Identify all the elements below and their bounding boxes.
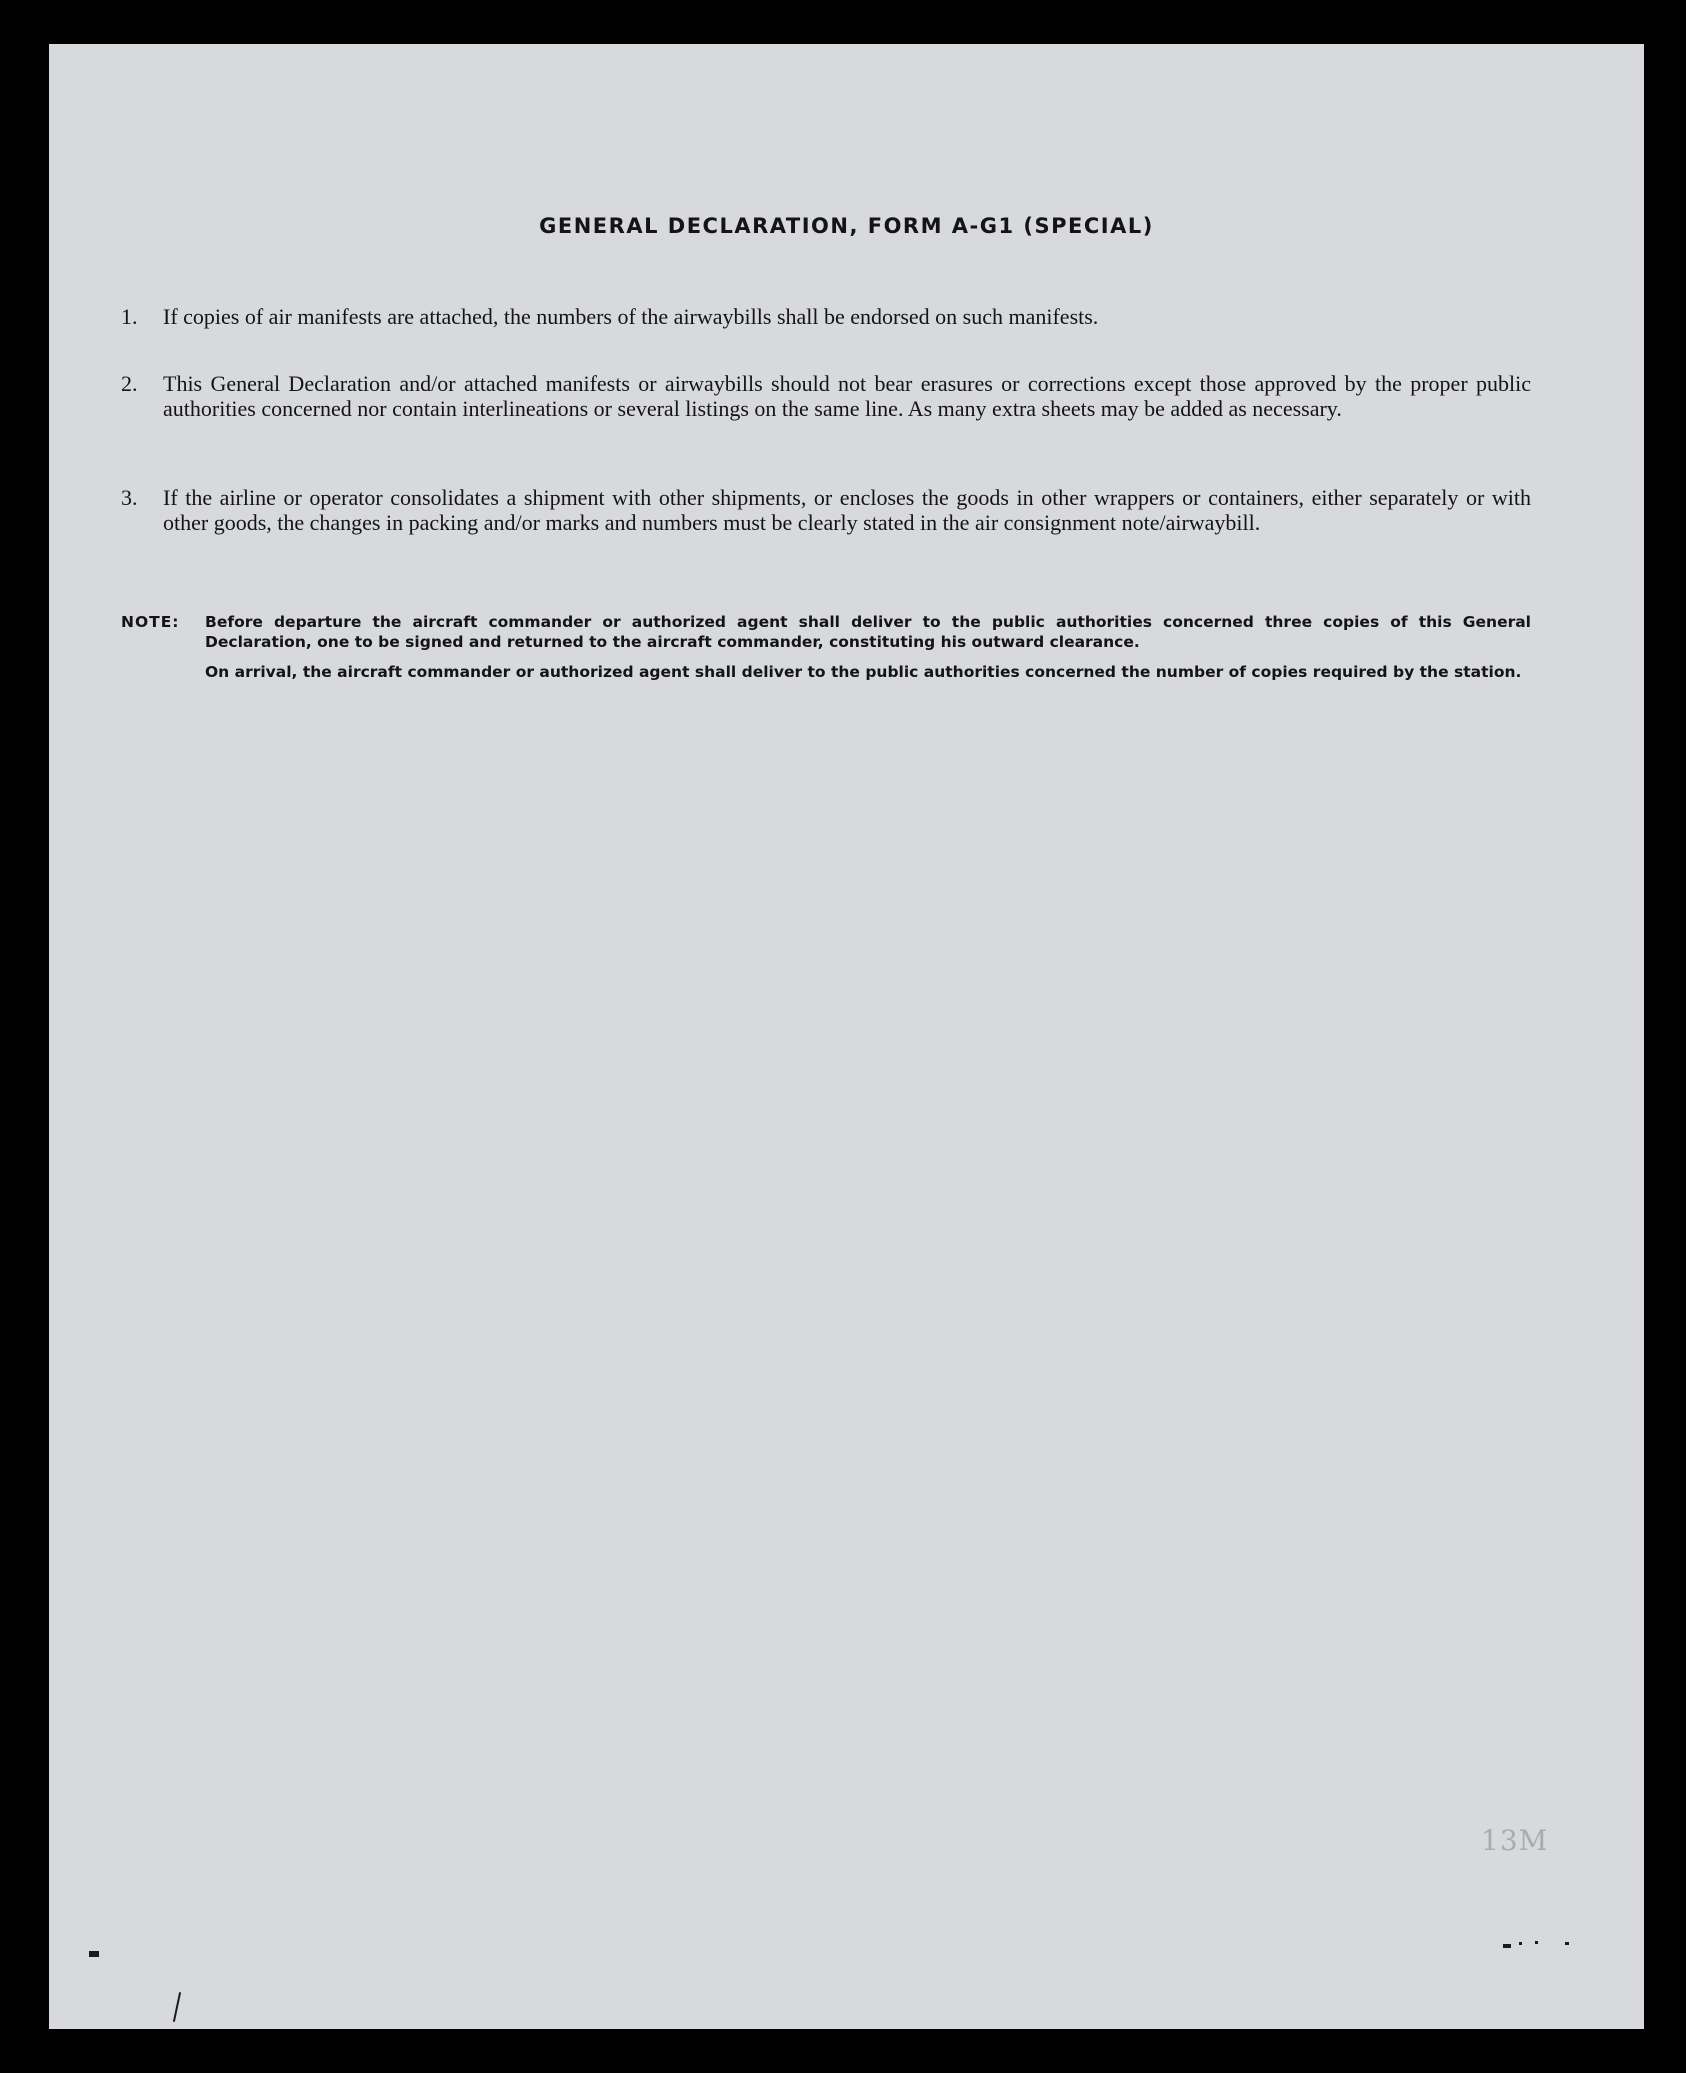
- instruction-item-1: [121, 304, 1531, 329]
- scan-speck: [1535, 1941, 1538, 1944]
- faint-stamp-mark: 13M: [1481, 1824, 1549, 1857]
- note-paragraph-departure: Before departure the aircraft commander or authorized agent shall deliver to the public authorities concerned three copies of this General Declaration, one to be signed and returned to the aircraft commander, constituting his outward clearance.: [205, 613, 1531, 651]
- note-label: NOTE:: [121, 613, 180, 631]
- scan-speck: [173, 1992, 181, 2022]
- instruction-text: This General Declaration and/or attached manifests or airwaybills should not bear erasures or corrections except those approved by the proper public authorities concerned nor contain interlineations or several listings on the same line. As many extra sheets may be added as necessary.: [163, 371, 1531, 421]
- instruction-text: If copies of air manifests are attached, the numbers of the airwaybills shall be endorsed on such manifests.: [163, 304, 1099, 329]
- instruction-number: 2.: [121, 371, 138, 396]
- scan-speck: [1519, 1942, 1522, 1945]
- scan-speck: [89, 1951, 99, 1957]
- form-title: GENERAL DECLARATION, FORM A-G1 (SPECIAL): [539, 214, 1154, 238]
- instruction-number: 1.: [121, 304, 138, 329]
- instruction-text: If the airline or operator consolidates a shipment with other shipments, or encloses the goods in other wrappers or containers, either separately or with other goods, the changes in packing and/or marks and numbers must be clearly stated in the air consignment note/airwaybill.: [163, 485, 1531, 535]
- instruction-item-2: [121, 371, 1531, 421]
- scan-speck: [1565, 1942, 1569, 1945]
- document-page: [49, 44, 1644, 2029]
- note-paragraph-arrival: On arrival, the aircraft commander or authorized agent shall deliver to the public authorities concerned the number of copies required by the station.: [205, 663, 1522, 681]
- scan-speck: [1503, 1944, 1511, 1948]
- instruction-item-3: [121, 485, 1531, 535]
- instruction-number: 3.: [121, 485, 138, 510]
- note-section: [121, 612, 1531, 682]
